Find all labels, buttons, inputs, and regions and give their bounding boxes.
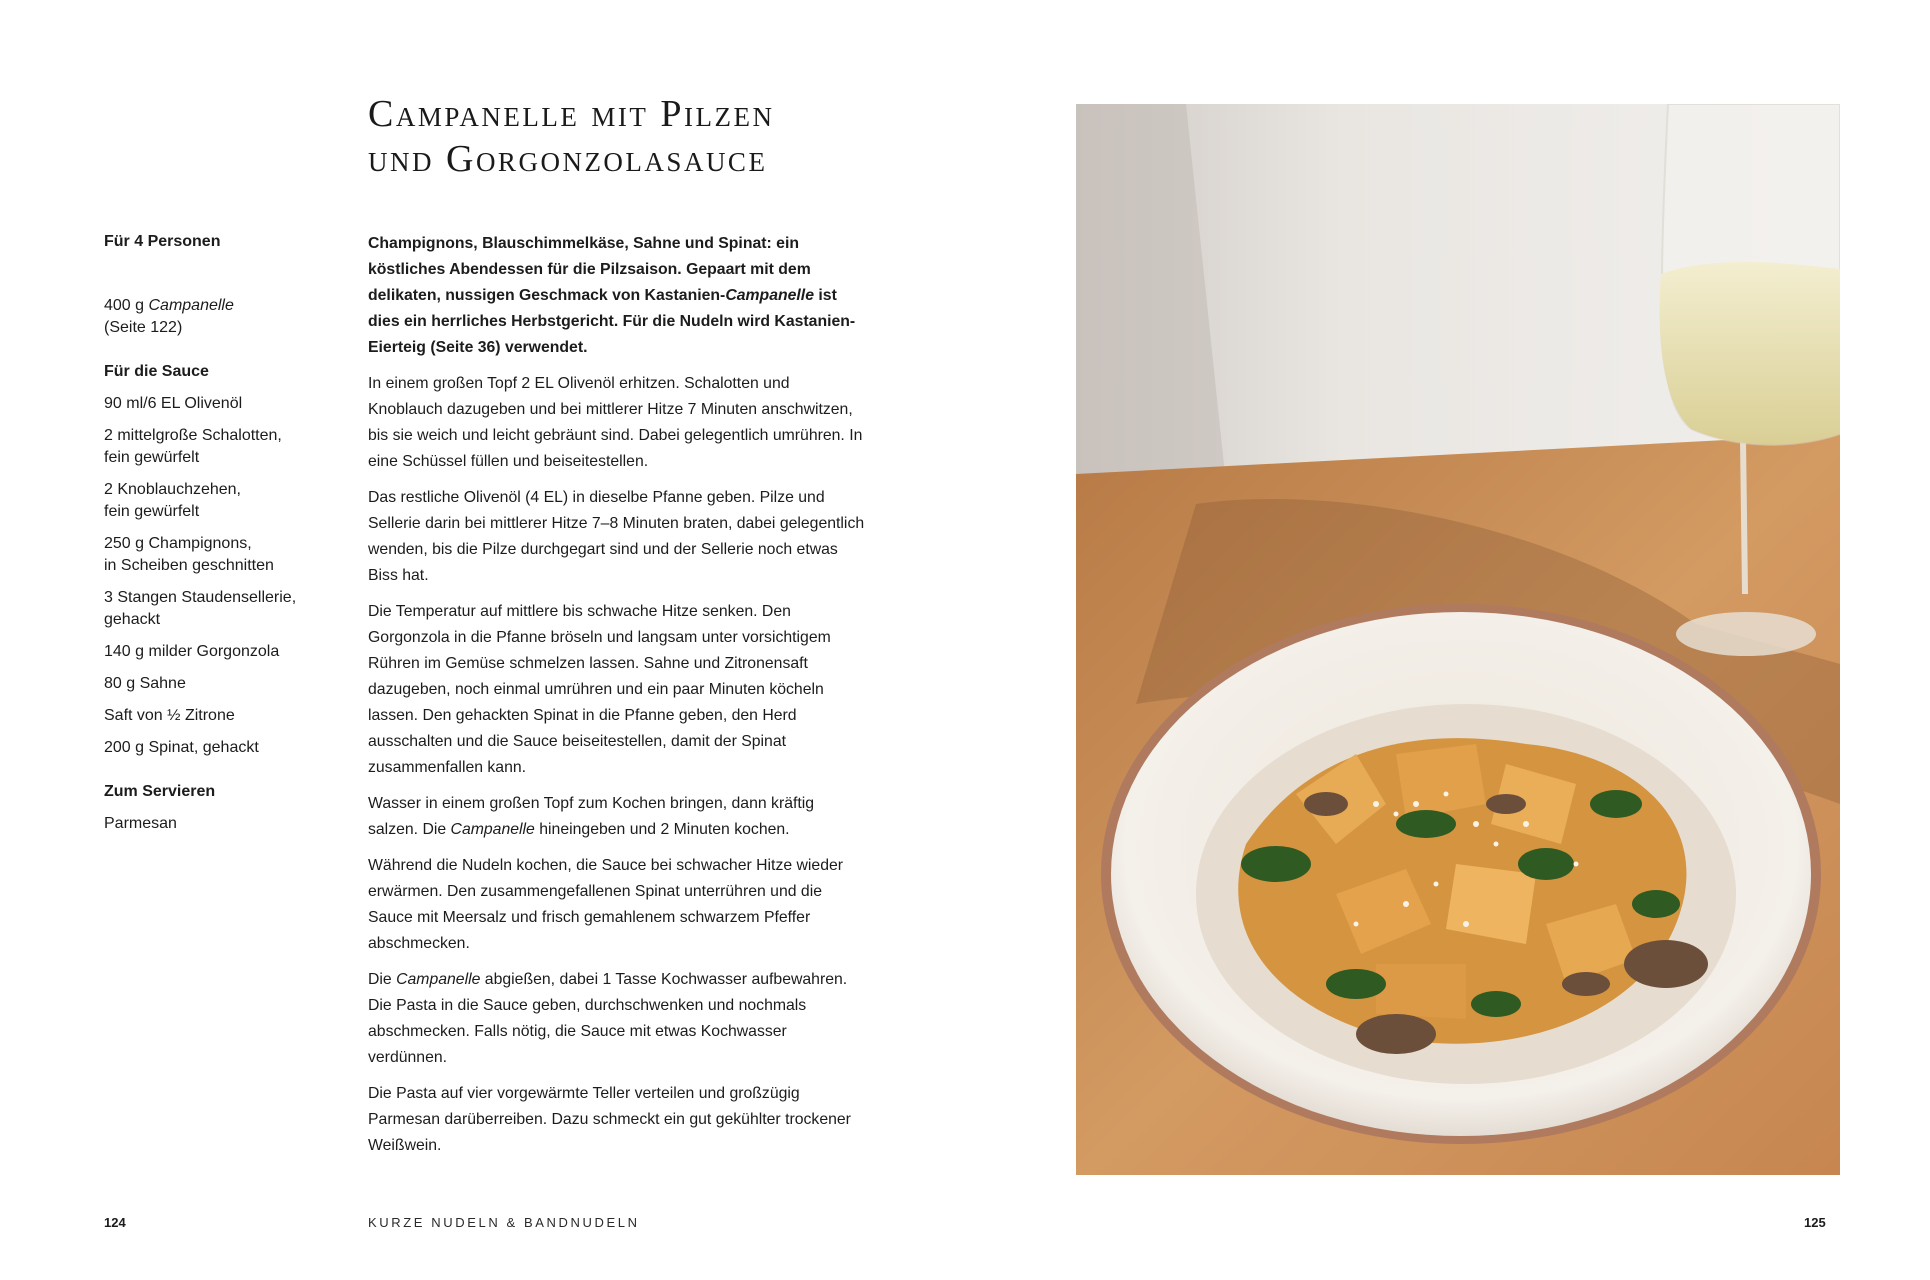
wine-glass-base [1676, 612, 1816, 656]
method-step [368, 853, 868, 957]
page-number-left: 124 [104, 1215, 126, 1230]
ingredients-list [104, 231, 334, 845]
method-step [368, 371, 868, 475]
step-text: Während die Nudeln kochen, die Sauce bei schwacher Hitze wieder erwärmen. Den zusammengefallenen Spinat unterrühren und die Sauce mit Meersalz und frisch gemahlenem schwarzem Pfeffer abschmecken. [368, 857, 844, 952]
step-text: Die Temperatur auf mittlere bis schwache Hitze senken. Den Gorgonzola in die Pfanne bröseln und langsam unter vorsichtigem Rühren im Gemüse schmelzen lassen. Sahne und Zitronensaft dazugeben, noch einmal umrühren und ein paar Minuten köcheln lassen. Den gehackten Spinat in die Pfanne geben, den Herd ausschalten und die Sauce beiseitestellen, damit der Spinat zusammenfallen kann. [368, 603, 831, 776]
ingredients-spacer [104, 769, 334, 781]
ingredient-line: 90 ml/6 EL Olivenöl [104, 395, 243, 412]
ingredient-item [104, 393, 334, 415]
servings-label: Für 4 Personen [104, 233, 221, 250]
pasta-plate-illustration [1076, 104, 1840, 1175]
ingredient-item [104, 737, 334, 759]
ingredient-line: Parmesan [104, 815, 177, 832]
ingredients-spacer [104, 349, 334, 361]
step-text: Wasser in einem großen Topf zum Kochen bringen, dann kräftig salzen. Die [368, 795, 815, 838]
recipe-method [368, 231, 868, 1169]
step-text: In einem großen Topf 2 EL Olivenöl erhitzen. Schalotten und Knoblauch dazugeben und bei mittlerer Hitze 7 Minuten anschwitzen, bis sie weich und leicht gebräunt sind. Dabei gelegentlich umrühren. In eine Schüssel füllen und beiseitestellen. [368, 375, 863, 470]
ingredient-line: 80 g Sahne [104, 675, 186, 692]
page-number-right: 125 [1804, 1215, 1826, 1230]
ingredient-line: 3 Stangen Staudensellerie, [104, 589, 297, 606]
ingredient-line: fein gewürfelt [104, 449, 200, 466]
section-title: KURZE NUDELN & BANDNUDELN [368, 1215, 640, 1230]
ingredient-item [104, 641, 334, 663]
serve-ingredients [104, 813, 334, 835]
intro-paragraph [368, 231, 868, 361]
ingredient-amount: 400 g [104, 297, 149, 314]
ingredient-item [104, 705, 334, 727]
ingredient-item [104, 813, 334, 835]
serve-heading: Zum Servieren [104, 783, 216, 800]
step-text-end: hineingeben und 2 Minuten kochen. [534, 821, 790, 838]
ingredient-line: fein gewürfelt [104, 503, 200, 520]
ingredient-line: Saft von ½ Zitrone [104, 707, 235, 724]
method-step [368, 791, 868, 843]
method-step [368, 485, 868, 589]
ingredient-item [104, 479, 334, 523]
step-text-end: abgießen, dabei 1 Tasse Kochwasser aufbewahren. Die Pasta in die Sauce geben, durchschwenken und nochmals abschmecken. Falls nötig, die Sauce mit etwas Kochwasser verdünnen. [368, 971, 848, 1066]
method-step [368, 967, 868, 1071]
sauce-heading: Für die Sauce [104, 363, 209, 380]
dish-photo [1076, 104, 1840, 1175]
intro-italic: Campanelle [725, 287, 814, 304]
ingredient-pasta [104, 295, 334, 339]
ingredient-line: gehackt [104, 611, 161, 628]
ingredient-line: 200 g Spinat, gehackt [104, 739, 259, 756]
method-step [368, 1081, 868, 1159]
ingredient-item [104, 425, 334, 469]
step-text: Die [368, 971, 397, 988]
recipe-title [368, 92, 928, 182]
step-text: Die Pasta auf vier vorgewärmte Teller verteilen und großzügig Parmesan darüberreiben. Dazu schmeckt ein gut gekühlter trockener Weißwein. [368, 1085, 851, 1154]
ingredient-name: Campanelle [148, 297, 234, 314]
ingredient-line: 2 mittelgroße Schalotten, [104, 427, 282, 444]
intro-text: Champignons, Blauschimmelkäse, Sahne und Spinat: ein köstliches Abendessen für die Pilzsaison. Gepaart mit dem delikaten, nussigen Geschmack von Kastanien- [368, 235, 811, 304]
title-line-2: und Gorgonzolasauce [368, 138, 768, 180]
intro-text-end: ist dies ein herrliches Herbstgericht. Für die Nudeln wird Kastanien-Eierteig (Seite 36) verwendet. [368, 287, 856, 356]
ingredient-line: 140 g milder Gorgonzola [104, 643, 280, 660]
step-text: Das restliche Olivenöl (4 EL) in dieselbe Pfanne geben. Pilze und Sellerie darin bei mittlerer Hitze 7–8 Minuten braten, dabei gelegentlich wenden, bis die Pilze durchgegart sind und der Sellerie noch etwas Biss hat. [368, 489, 865, 584]
ingredient-line: in Scheiben geschnitten [104, 557, 274, 574]
ingredient-line: 250 g Champignons, [104, 535, 252, 552]
ingredient-item [104, 587, 334, 631]
step-italic: Campanelle [396, 971, 481, 988]
method-steps [368, 371, 868, 1159]
ingredients-spacer [104, 253, 334, 295]
title-line-1: Campanelle mit Pilzen [368, 93, 775, 135]
step-italic: Campanelle [450, 821, 535, 838]
method-step [368, 599, 868, 781]
ingredient-note: (Seite 122) [104, 319, 183, 336]
ingredient-item [104, 533, 334, 577]
sauce-ingredients [104, 393, 334, 759]
ingredient-line: 2 Knoblauchzehen, [104, 481, 241, 498]
ingredient-item [104, 673, 334, 695]
wine [1660, 262, 1840, 445]
